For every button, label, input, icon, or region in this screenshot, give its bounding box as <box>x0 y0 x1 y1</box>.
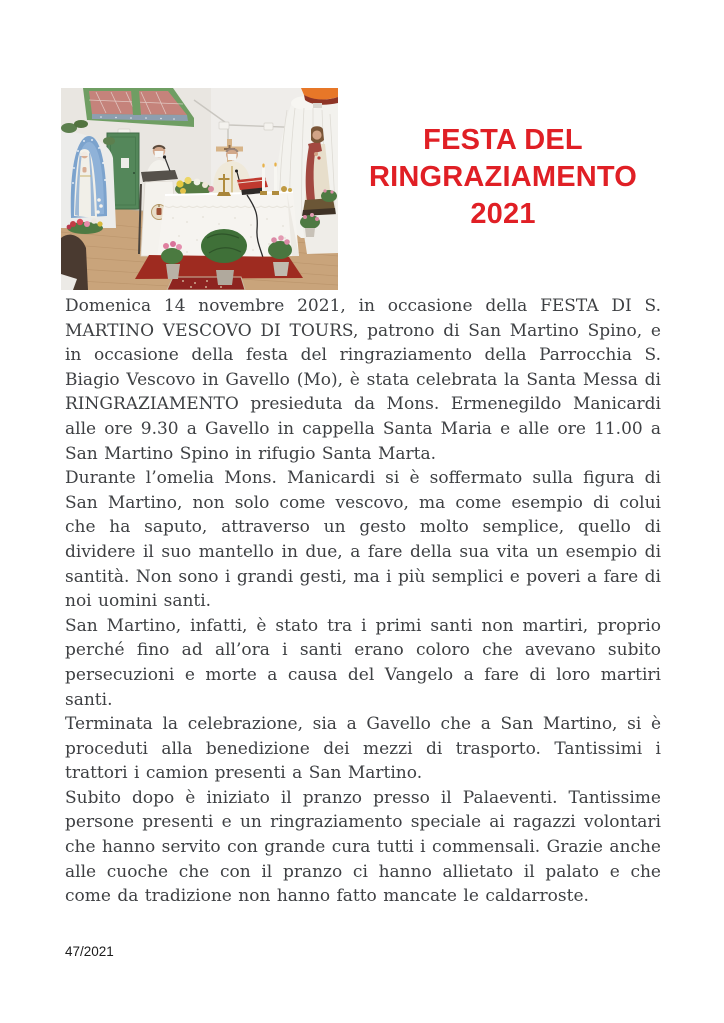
madonna-statue <box>61 120 116 234</box>
church-altar-mass-photo <box>61 88 338 290</box>
paragraph: Durante l’omelia Mons. Manicardi si è soffermato sulla figura di San Martino, non solo come vescovo, ma come esempio di colui che ha saputo, attraverso un gesto molto semplice, quello di dividere il suo mantello in due, a fare della sua vita un esempio di santità. Non sono i grandi gesti, ma i più semplici e poveri a fare di noi uomini santi. <box>65 468 661 612</box>
paragraph: Terminata la celebrazione, sia a Gavello che a San Martino, si è proceduti alla benedizione dei mezzi di trasporto. Tantissimi i trattori i camion presenti a San Martino. <box>65 714 661 784</box>
paragraph: Domenica 14 novembre 2021, in occasione della FESTA DI S. MARTINO VESCOVO DI TOURS, patrono di San Martino Spino, e in occasione della festa del ringraziamento della Parrocchia S. Biagio Vescovo in Gavello (Mo), è stata celebrata la Santa Messa di RINGRAZIAMENTO presieduta da Mons. Ermenegildo Manicardi alle ore 9.30 a Gavello in cappella Santa Maria e alle ore 11.00 a San Martino Spino in rifugio Santa Marta. <box>65 296 661 464</box>
page-number: 47/2021 <box>65 944 114 959</box>
title-line-3: 2021 <box>470 198 536 230</box>
paragraph: Subito dopo è iniziato il pranzo presso il Palaeventi. Tantissime persone presenti e un ringraziamento speciale ai ragazzi volontari che hanno servito con grande cura tutti i commensali. Grazie anche alle cuoche che con il pranzo ci hanno allietato il palato e che come da tradizione non hanno fatto mancate le caldarroste. <box>65 787 661 907</box>
paragraph: San Martino, infatti, è stato tra i primi santi non martiri, proprio perché fino ad all’ora i santi erano coloro che avevano subito persecuzioni e morte a causa del Vangelo a fare di loro martiri santi. <box>65 615 661 710</box>
document-title <box>350 122 656 233</box>
title-line-1: FESTA DEL <box>423 124 583 156</box>
title-line-2: RINGRAZIAMENTO <box>368 161 638 193</box>
article-body <box>65 294 661 909</box>
